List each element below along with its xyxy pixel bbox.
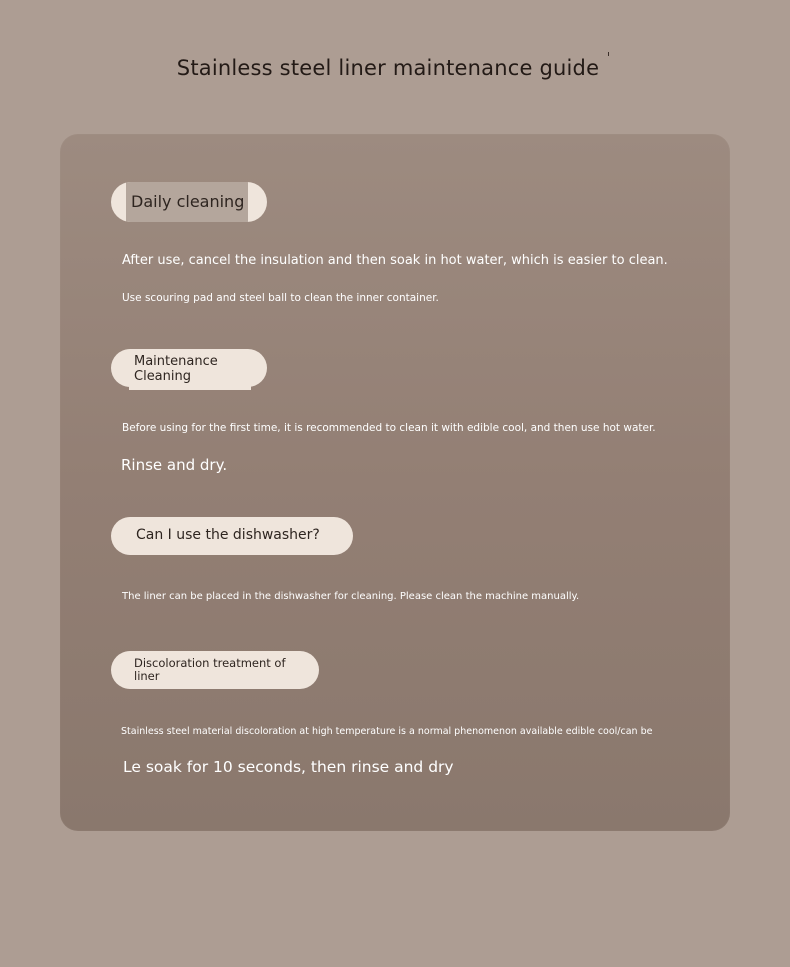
- page-title: Stainless steel liner maintenance guide: [176, 56, 600, 80]
- dishwasher-text-1: The liner can be placed in the dishwasher for cleaning. Please clean the machine manually.: [122, 591, 580, 602]
- daily-cleaning-text-1: After use, cancel the insulation and then soak in hot water, which is easier to clean.: [122, 253, 668, 268]
- section-heading-dishwasher: [111, 517, 353, 555]
- decorative-tick: [608, 52, 609, 56]
- section-heading-maintenance-cleaning: [111, 349, 267, 387]
- daily-cleaning-text-2: Use scouring pad and steel ball to clean the inner container.: [122, 292, 439, 304]
- section-heading-label: Daily cleaning: [131, 192, 245, 211]
- maintenance-cleaning-text-2: Rinse and dry.: [121, 456, 228, 474]
- maintenance-cleaning-text-1: Before using for the first time, it is recommended to clean it with edible cool, and then use hot water.: [122, 422, 656, 434]
- section-heading-label: Can I use the dishwasher?: [136, 527, 320, 543]
- section-heading-label: Maintenance Cleaning: [134, 354, 218, 384]
- section-heading-label: Discoloration treatment of liner: [134, 656, 286, 683]
- section-heading-discoloration: [111, 651, 319, 689]
- discoloration-text-1: Stainless steel material discoloration at high temperature is a normal phenomenon available edible cool/can be: [121, 726, 653, 737]
- discoloration-text-2: Le soak for 10 seconds, then rinse and dry: [123, 758, 454, 776]
- section-heading-daily-cleaning: [111, 182, 267, 222]
